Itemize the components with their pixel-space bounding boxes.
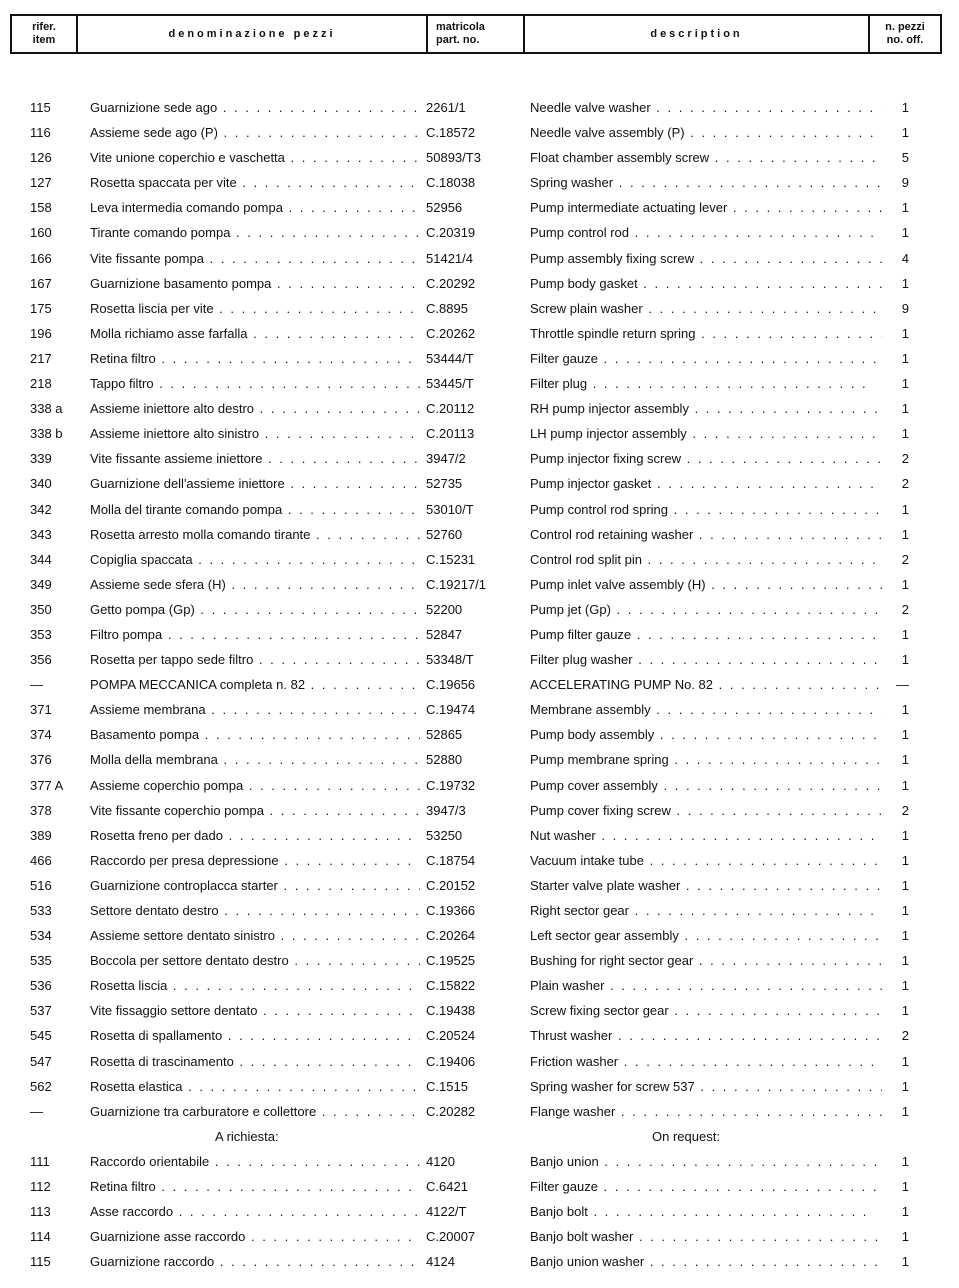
item-description-en: Pump intermediate actuating lever . . xyxy=(530,195,882,220)
item-description-en: ACCELERATING PUMP No. 82 . . xyxy=(530,672,882,697)
table-row xyxy=(0,647,959,672)
quantity: 1 xyxy=(901,827,909,843)
part-number: C.20007 xyxy=(426,1229,476,1245)
item-name-it: Boccola per settore dentato destro . . xyxy=(90,948,420,973)
part-number: 4122/T xyxy=(426,1204,467,1220)
part-number: C.20292 xyxy=(426,275,476,291)
part-number: 4124 xyxy=(426,1254,455,1270)
table-row xyxy=(0,697,959,722)
header-item xyxy=(12,16,78,52)
part-number: 52880 xyxy=(426,752,463,768)
item-number: 371 xyxy=(30,702,52,718)
item-number: 115 xyxy=(30,1254,51,1270)
item-description-en: Screw plain washer . . xyxy=(530,296,882,321)
item-name-it: Copiglia spaccata . . xyxy=(90,547,420,572)
table-row xyxy=(0,1249,959,1274)
table-row xyxy=(0,1199,959,1224)
table-row xyxy=(0,572,959,597)
table-row xyxy=(0,773,959,798)
table-row xyxy=(0,95,959,120)
item-number: 113 xyxy=(30,1204,51,1220)
item-number: 218 xyxy=(30,376,52,392)
part-number: C.19366 xyxy=(426,903,476,918)
item-number: 534 xyxy=(30,928,52,944)
item-name-it: Assieme membrana . . xyxy=(90,697,420,722)
item-number: 114 xyxy=(30,1229,51,1245)
header-part-label-en: part. no. xyxy=(436,34,480,46)
item-name-it: Vite fissaggio settore dentato . . xyxy=(90,998,420,1023)
item-description-en: Banjo union washer . . xyxy=(530,1249,882,1274)
header-qty-label: n. pezzi xyxy=(885,21,925,33)
item-number: — xyxy=(30,677,43,693)
item-description-en: Banjo bolt . . xyxy=(530,1199,882,1224)
item-description-en: Pump inlet valve assembly (H) . . xyxy=(530,572,882,597)
header-item-label: rifer. xyxy=(32,21,56,33)
quantity: — xyxy=(896,677,909,693)
item-description-en: Friction washer . . xyxy=(530,1049,882,1074)
quantity: 9 xyxy=(901,300,909,316)
item-number: 350 xyxy=(30,601,52,617)
item-number: 158 xyxy=(30,200,52,216)
item-number: 167 xyxy=(30,275,52,291)
item-name-it: Retina filtro . . xyxy=(90,1174,420,1199)
table-row xyxy=(0,923,959,948)
item-number: 516 xyxy=(30,877,52,893)
table-row xyxy=(0,898,959,923)
quantity: 1 xyxy=(901,501,909,517)
item-name-it: POMPA MECCANICA completa n. 82 . . xyxy=(90,672,420,697)
quantity: 1 xyxy=(901,877,909,893)
item-name-it: Vite fissante pompa . . xyxy=(90,246,420,271)
table-row xyxy=(0,547,959,572)
item-number: 127 xyxy=(30,175,52,191)
quantity: 1 xyxy=(901,626,909,642)
table-row xyxy=(0,522,959,547)
item-description-en: Filter plug washer . . xyxy=(530,647,882,672)
table-row xyxy=(0,973,959,998)
item-name-it: Guarnizione dell'assieme iniettore . . xyxy=(90,471,420,496)
table-row xyxy=(0,321,959,346)
quantity: 1 xyxy=(901,526,909,542)
on-request-label-en: On request: xyxy=(652,1128,720,1144)
part-number: 52200 xyxy=(426,601,463,617)
part-number: C.20319 xyxy=(426,225,476,241)
table-row xyxy=(0,1074,959,1099)
part-number: 3947/3 xyxy=(426,802,466,818)
header-qty-label-en: no. off. xyxy=(886,34,924,46)
quantity: 1 xyxy=(901,903,909,918)
table-row xyxy=(0,296,959,321)
item-description-en: Pump filter gauze . . xyxy=(530,622,882,647)
item-number: 537 xyxy=(30,1003,52,1019)
item-number: 466 xyxy=(30,852,52,868)
item-name-it: Rosetta elastica . . xyxy=(90,1074,420,1099)
item-number: 535 xyxy=(30,953,52,969)
item-description-en: Banjo bolt washer . . xyxy=(530,1224,882,1249)
quantity: 1 xyxy=(901,1003,909,1019)
table-row xyxy=(0,722,959,747)
part-number: C.18572 xyxy=(426,125,476,141)
item-number: 545 xyxy=(30,1028,52,1044)
item-number: 344 xyxy=(30,551,52,567)
part-number: C.20524 xyxy=(426,1028,476,1044)
item-description-en: Left sector gear assembly . . xyxy=(530,923,882,948)
quantity: 1 xyxy=(901,275,909,291)
part-number: 53444/T xyxy=(426,350,474,366)
part-number: 51421/4 xyxy=(426,250,473,266)
quantity: 2 xyxy=(901,802,909,818)
quantity: 5 xyxy=(901,150,909,166)
item-name-it: Assieme sede sfera (H) . . xyxy=(90,572,420,597)
item-name-it: Vite unione coperchio e vaschetta . . xyxy=(90,145,420,170)
part-number: 3947/2 xyxy=(426,451,466,467)
part-number: 52735 xyxy=(426,476,463,492)
item-name-it: Assieme settore dentato sinistro . . xyxy=(90,923,420,948)
table-row xyxy=(0,396,959,421)
item-description-en: Pump jet (Gp) . . xyxy=(530,597,882,622)
part-number: C.19406 xyxy=(426,1053,476,1069)
table-row xyxy=(0,421,959,446)
item-number: 343 xyxy=(30,526,52,542)
item-name-it: Rosetta liscia . . xyxy=(90,973,420,998)
table-row xyxy=(0,948,959,973)
quantity: 1 xyxy=(901,652,909,668)
item-description-en: Screw fixing sector gear . . xyxy=(530,998,882,1023)
part-number: C.19217/1 xyxy=(426,576,486,592)
item-name-it: Retina filtro . . xyxy=(90,346,420,371)
item-description-en: Pump body assembly . . xyxy=(530,722,882,747)
table-row xyxy=(0,271,959,296)
item-description-en: Pump cover fixing screw . . xyxy=(530,798,882,823)
table-row xyxy=(0,346,959,371)
part-number: C.18038 xyxy=(426,175,476,191)
quantity: 1 xyxy=(901,401,909,417)
quantity: 1 xyxy=(901,1229,909,1245)
quantity: 1 xyxy=(901,978,909,994)
item-name-it: Assieme iniettore alto destro . . xyxy=(90,396,420,421)
item-name-it: Molla della membrana . . xyxy=(90,747,420,772)
item-description-en: Filter gauze . . xyxy=(530,1174,882,1199)
table-header xyxy=(10,14,942,54)
item-number: 533 xyxy=(30,903,52,918)
item-number: 217 xyxy=(30,350,52,366)
item-description-en: Filter gauze . . xyxy=(530,346,882,371)
item-number: 166 xyxy=(30,250,52,266)
part-number: 50893/T3 xyxy=(426,150,481,166)
part-number: C.8895 xyxy=(426,300,468,316)
item-description-en: Pump assembly fixing screw . . xyxy=(530,246,882,271)
item-number: 377 A xyxy=(30,777,64,793)
part-number: 53348/T xyxy=(426,652,474,668)
table-row xyxy=(0,747,959,772)
part-number: 4120 xyxy=(426,1153,455,1169)
quantity: 1 xyxy=(901,576,909,592)
part-number: C.20282 xyxy=(426,1103,476,1119)
item-number: 116 xyxy=(30,125,51,141)
item-number: 353 xyxy=(30,626,52,642)
item-name-it: Tirante comando pompa . . xyxy=(90,220,420,245)
table-row xyxy=(0,471,959,496)
item-number: 111 xyxy=(30,1153,50,1169)
quantity: 1 xyxy=(901,777,909,793)
item-name-it: Guarnizione sede ago . . xyxy=(90,95,420,120)
quantity: 1 xyxy=(901,225,909,241)
item-description-en: LH pump injector assembly . . xyxy=(530,421,882,446)
header-name: denominazione pezzi xyxy=(78,16,428,52)
item-number: 376 xyxy=(30,752,52,768)
item-name-it: Guarnizione basamento pompa . . xyxy=(90,271,420,296)
item-number: 562 xyxy=(30,1078,52,1094)
part-number: C.19656 xyxy=(426,677,476,693)
item-number: 389 xyxy=(30,827,52,843)
item-name-it: Rosetta liscia per vite . . xyxy=(90,296,420,321)
quantity: 2 xyxy=(901,551,909,567)
quantity: 2 xyxy=(901,451,909,467)
part-number: 52956 xyxy=(426,200,463,216)
item-name-it: Rosetta freno per dado . . xyxy=(90,823,420,848)
item-description-en: Pump body gasket . . xyxy=(530,271,882,296)
quantity: 1 xyxy=(901,1204,909,1220)
table-row xyxy=(0,873,959,898)
item-number: 342 xyxy=(30,501,52,517)
table-row xyxy=(0,1023,959,1048)
quantity: 2 xyxy=(901,601,909,617)
table-row xyxy=(0,622,959,647)
item-description-en: Plain washer . . xyxy=(530,973,882,998)
quantity: 1 xyxy=(901,1078,909,1094)
item-description-en: Control rod retaining washer . . xyxy=(530,522,882,547)
table-row xyxy=(0,848,959,873)
item-number: — xyxy=(30,1103,43,1119)
quantity: 1 xyxy=(901,727,909,743)
parts-table-body xyxy=(0,95,959,1274)
part-number: 2261/1 xyxy=(426,100,466,115)
header-part xyxy=(428,16,525,52)
item-number: 115 xyxy=(30,100,51,115)
item-name-it: Getto pompa (Gp) . . xyxy=(90,597,420,622)
table-row xyxy=(0,1049,959,1074)
item-name-it: Leva intermedia comando pompa . . xyxy=(90,195,420,220)
table-row xyxy=(0,798,959,823)
item-number: 126 xyxy=(30,150,52,166)
quantity: 1 xyxy=(901,350,909,366)
item-number: 338 a xyxy=(30,401,63,417)
table-row xyxy=(0,446,959,471)
item-description-en: Right sector gear . . xyxy=(530,898,882,923)
item-number: 340 xyxy=(30,476,52,492)
quantity: 2 xyxy=(901,1028,909,1044)
header-qty xyxy=(870,16,940,52)
item-number: 536 xyxy=(30,978,52,994)
item-description-en: Flange washer . . xyxy=(530,1099,882,1124)
part-number: 52847 xyxy=(426,626,463,642)
part-number: C.20113 xyxy=(426,426,475,442)
quantity: 1 xyxy=(901,752,909,768)
part-number: C.18754 xyxy=(426,852,476,868)
on-request-heading xyxy=(0,1124,959,1149)
header-item-label-en: item xyxy=(32,34,56,46)
part-number: C.19438 xyxy=(426,1003,476,1019)
table-row xyxy=(0,1174,959,1199)
on-request-label-it: A richiesta: xyxy=(215,1128,279,1144)
quantity: 1 xyxy=(901,125,909,141)
item-name-it: Tappo filtro . . xyxy=(90,371,420,396)
item-description-en: Thrust washer . . xyxy=(530,1023,882,1048)
item-description-en: Pump control rod spring . . xyxy=(530,497,882,522)
part-number: C.19732 xyxy=(426,777,476,793)
table-row xyxy=(0,1099,959,1124)
quantity: 1 xyxy=(901,1153,909,1169)
item-number: 175 xyxy=(30,300,52,316)
quantity: 1 xyxy=(901,325,909,341)
quantity: 4 xyxy=(901,250,909,266)
quantity: 1 xyxy=(901,1053,909,1069)
item-description-en: Pump injector gasket . . xyxy=(530,471,882,496)
item-description-en: Filter plug . . xyxy=(530,371,882,396)
table-row xyxy=(0,371,959,396)
item-description-en: Needle valve assembly (P) . . xyxy=(530,120,882,145)
item-name-it: Rosetta di trascinamento . . xyxy=(90,1049,420,1074)
item-name-it: Rosetta per tappo sede filtro . . xyxy=(90,647,420,672)
item-name-it: Rosetta spaccata per vite . . xyxy=(90,170,420,195)
item-number: 356 xyxy=(30,652,52,668)
item-name-it: Assieme sede ago (P) . . xyxy=(90,120,420,145)
item-description-en: Float chamber assembly screw . . xyxy=(530,145,882,170)
item-number: 547 xyxy=(30,1053,52,1069)
item-description-en: Pump control rod . . xyxy=(530,220,882,245)
item-number: 196 xyxy=(30,325,52,341)
item-name-it: Vite fissante coperchio pompa . . xyxy=(90,798,420,823)
item-description-en: Spring washer for screw 537 . . xyxy=(530,1074,882,1099)
item-name-it: Guarnizione raccordo . . xyxy=(90,1249,420,1274)
table-row xyxy=(0,672,959,697)
item-name-it: Molla del tirante comando pompa . . xyxy=(90,497,420,522)
part-number: C.19525 xyxy=(426,953,476,969)
item-number: 339 xyxy=(30,451,52,467)
item-description-en: Pump injector fixing screw . . xyxy=(530,446,882,471)
item-description-en: Vacuum intake tube . . xyxy=(530,848,882,873)
item-description-en: Bushing for right sector gear . . xyxy=(530,948,882,973)
item-name-it: Rosetta arresto molla comando tirante . . xyxy=(90,522,420,547)
item-name-it: Assieme iniettore alto sinistro . . xyxy=(90,421,420,446)
table-row xyxy=(0,1224,959,1249)
item-name-it: Assieme coperchio pompa . . xyxy=(90,773,420,798)
quantity: 1 xyxy=(901,376,909,392)
item-description-en: Nut washer . . xyxy=(530,823,882,848)
table-row xyxy=(0,195,959,220)
item-name-it: Guarnizione controplacca starter . . xyxy=(90,873,420,898)
table-row xyxy=(0,145,959,170)
quantity: 1 xyxy=(901,1103,909,1119)
header-description: description xyxy=(525,16,870,52)
part-number: 52760 xyxy=(426,526,463,542)
part-number: C.20264 xyxy=(426,928,476,944)
part-number: C.15822 xyxy=(426,978,476,994)
item-name-it: Raccordo per presa depressione . . xyxy=(90,848,420,873)
part-number: C.19474 xyxy=(426,702,476,718)
quantity: 2 xyxy=(901,476,909,492)
part-number: 53445/T xyxy=(426,376,474,392)
item-description-en: Throttle spindle return spring . . xyxy=(530,321,882,346)
part-number: C.1515 xyxy=(426,1078,468,1094)
item-description-en: Pump membrane spring . . xyxy=(530,747,882,772)
table-row xyxy=(0,497,959,522)
item-name-it: Vite fissante assieme iniettore . . xyxy=(90,446,420,471)
item-number: 378 xyxy=(30,802,52,818)
item-name-it: Filtro pompa . . xyxy=(90,622,420,647)
quantity: 1 xyxy=(901,1254,909,1270)
item-description-en: Pump cover assembly . . xyxy=(530,773,882,798)
item-name-it: Guarnizione asse raccordo . . xyxy=(90,1224,420,1249)
quantity: 1 xyxy=(901,100,909,115)
item-name-it: Settore dentato destro . . xyxy=(90,898,420,923)
quantity: 1 xyxy=(901,928,909,944)
table-row xyxy=(0,246,959,271)
item-number: 374 xyxy=(30,727,52,743)
item-description-en: Starter valve plate washer . . xyxy=(530,873,882,898)
item-name-it: Molla richiamo asse farfalla . . xyxy=(90,321,420,346)
table-row xyxy=(0,597,959,622)
table-row xyxy=(0,170,959,195)
item-description-en: Membrane assembly . . xyxy=(530,697,882,722)
table-row xyxy=(0,823,959,848)
header-part-label: matricola xyxy=(436,21,485,33)
item-name-it: Guarnizione tra carburatore e collettore . . xyxy=(90,1099,420,1124)
quantity: 1 xyxy=(901,953,909,969)
item-number: 112 xyxy=(30,1179,51,1195)
table-row xyxy=(0,120,959,145)
item-name-it: Raccordo orientabile . . xyxy=(90,1149,420,1174)
table-row xyxy=(0,1149,959,1174)
table-row xyxy=(0,220,959,245)
item-description-en: Spring washer . . xyxy=(530,170,882,195)
item-description-en: Needle valve washer . . xyxy=(530,95,882,120)
part-number: 53250 xyxy=(426,827,463,843)
part-number: 53010/T xyxy=(426,501,474,517)
quantity: 1 xyxy=(901,702,909,718)
quantity: 1 xyxy=(901,1179,909,1195)
quantity: 1 xyxy=(901,852,909,868)
item-number: 338 b xyxy=(30,426,63,442)
part-number: C.20152 xyxy=(426,877,476,893)
part-number: C.20262 xyxy=(426,325,476,341)
table-row xyxy=(0,998,959,1023)
item-description-en: RH pump injector assembly . . xyxy=(530,396,882,421)
part-number: C.6421 xyxy=(426,1179,468,1195)
quantity: 1 xyxy=(901,426,909,442)
part-number: C.20112 xyxy=(426,401,475,417)
part-number: 52865 xyxy=(426,727,463,743)
item-number: 160 xyxy=(30,225,52,241)
quantity: 9 xyxy=(901,175,909,191)
item-name-it: Basamento pompa . . xyxy=(90,722,420,747)
item-number: 349 xyxy=(30,576,52,592)
part-number: C.15231 xyxy=(426,551,476,567)
item-description-en: Banjo union . . xyxy=(530,1149,882,1174)
item-name-it: Asse raccordo . . xyxy=(90,1199,420,1224)
quantity: 1 xyxy=(901,200,909,216)
item-name-it: Rosetta di spallamento . . xyxy=(90,1023,420,1048)
item-description-en: Control rod split pin . . xyxy=(530,547,882,572)
